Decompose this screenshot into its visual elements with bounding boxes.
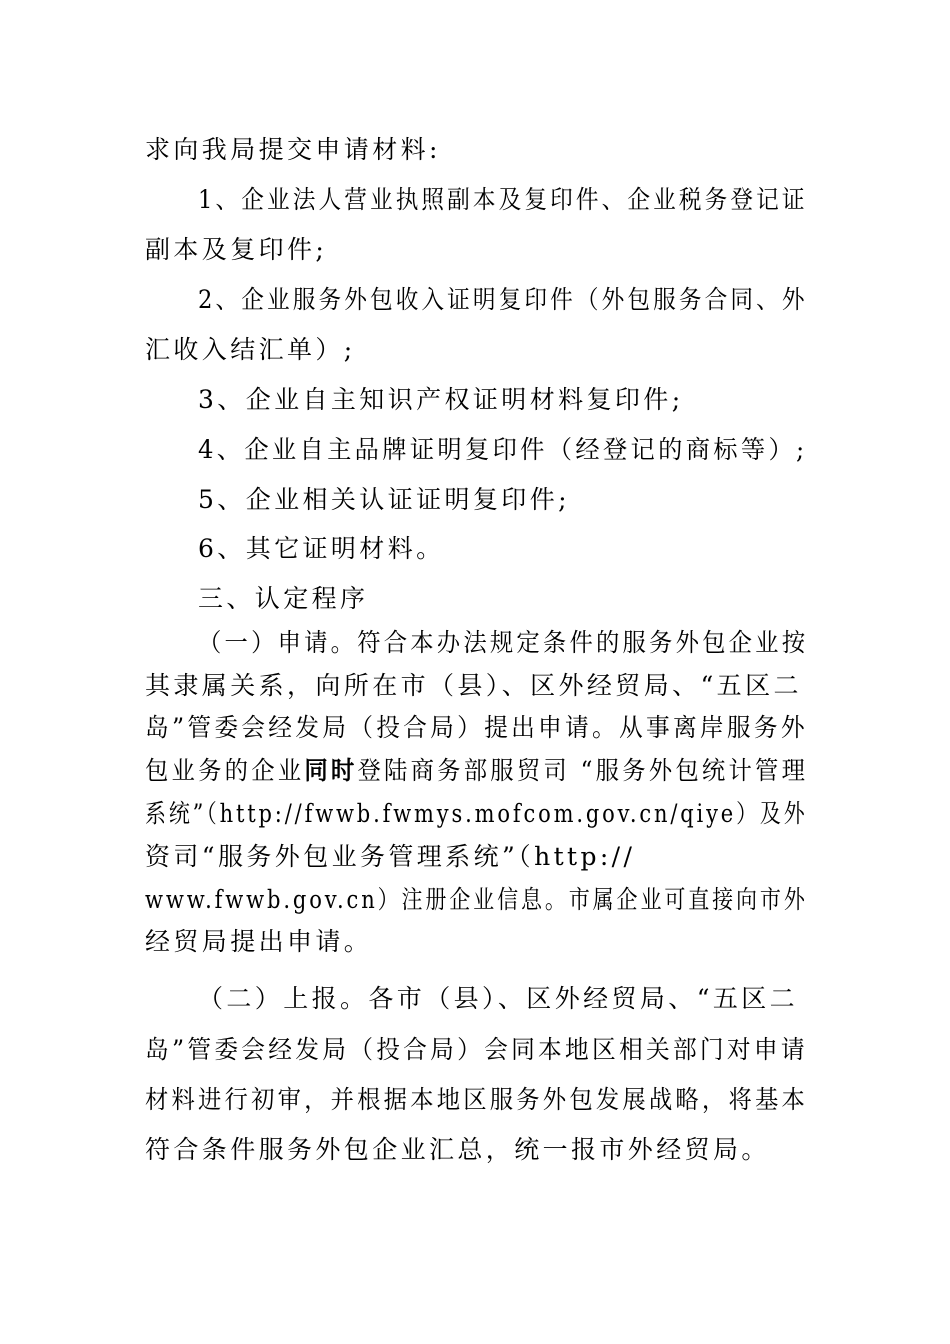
text-line-18: 经贸局提出申请。	[145, 927, 373, 956]
text-line-16: 资司“服务外包业务管理系统”（http://	[145, 842, 636, 871]
text-line-8: 5、企业相关认证证明复印件;	[198, 485, 570, 514]
text-line-4: 2、企业服务外包收入证明复印件（外包服务合同、外	[198, 285, 808, 314]
text-line-21: 材料进行初审，并根据本地区服务外包发展战略，将基本	[145, 1085, 809, 1114]
text-line-20: 岛”管委会经发局（投合局）会同本地区相关部门对申请	[145, 1035, 808, 1064]
text-segment: 登陆商务部服贸司 “服务外包统计管理	[357, 756, 809, 785]
text-line-11: （一）申请。符合本办法规定条件的服务外包企业按	[198, 628, 809, 657]
text-segment: 包业务的企业	[145, 756, 305, 785]
text-line-6: 3、企业自主知识产权证明材料复印件;	[198, 385, 684, 414]
text-line-7: 4、企业自主品牌证明复印件（经登记的商标等）;	[198, 435, 808, 464]
text-line-19: （二）上报。各市（县）、区外经贸局、“五区二	[198, 984, 799, 1013]
text-line-1: 求向我局提交申请材料:	[145, 135, 441, 164]
text-line-9: 6、其它证明材料。	[198, 534, 445, 563]
bold-text: 同时	[304, 756, 358, 785]
text-line-5: 汇收入结汇单）;	[145, 335, 356, 364]
text-line-2: 1、企业法人营业执照副本及复印件、企业税务登记证	[198, 185, 808, 214]
text-line-14	[145, 755, 808, 787]
text-line-3: 副本及复印件;	[145, 235, 328, 264]
text-line-15: 系统”（http://fwwb.fwmys.mofcom.gov.cn/qiye）及外	[145, 799, 808, 828]
text-line-12: 其隶属关系，向所在市（县）、区外经贸局、“五区二	[145, 671, 802, 700]
section-heading: 三、认定程序	[198, 584, 369, 613]
text-line-13: 岛”管委会经发局（投合局）提出申请。从事离岸服务外	[145, 713, 808, 742]
text-line-22: 符合条件服务外包企业汇总，统一报市外经贸局。	[145, 1135, 770, 1164]
text-line-17: www.fwwb.gov.cn）注册企业信息。市属企业可直接向市外	[145, 885, 808, 914]
